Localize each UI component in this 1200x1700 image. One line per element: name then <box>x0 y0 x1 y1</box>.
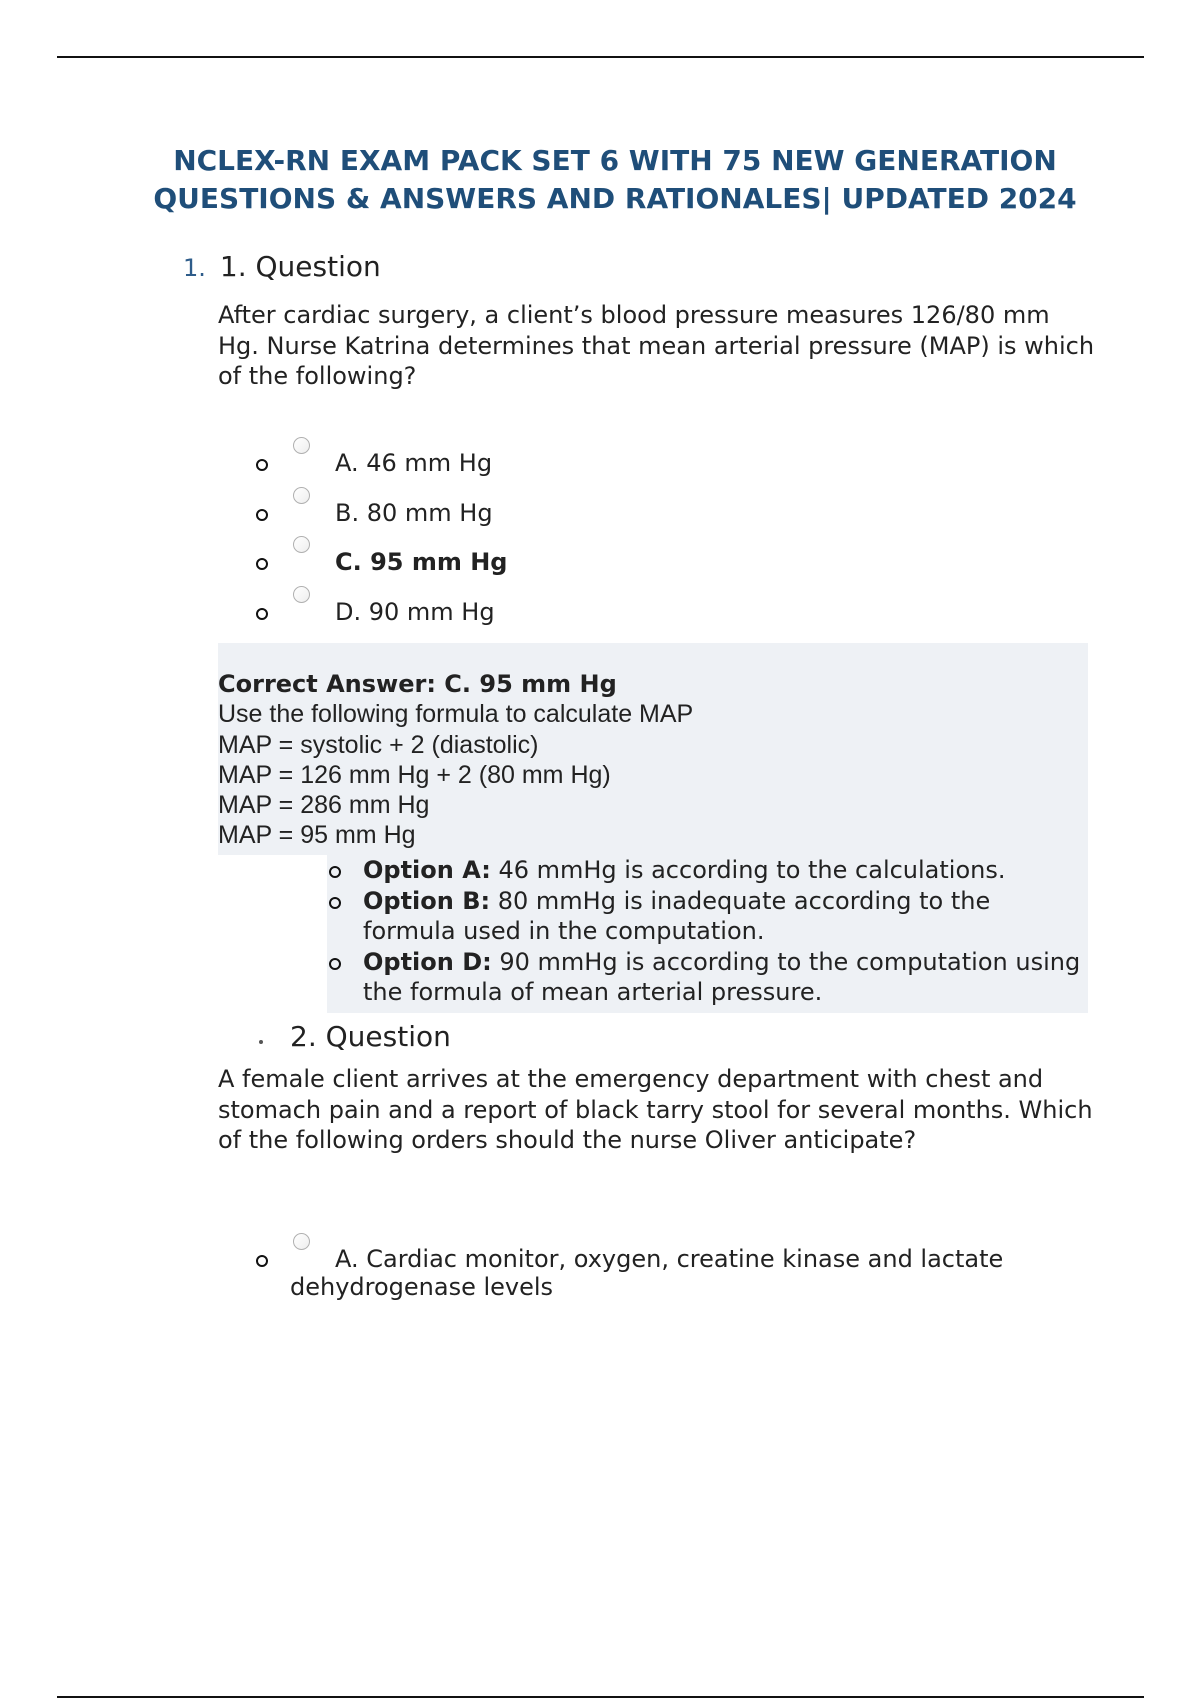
option-a-label: A. 46 mm Hg <box>335 449 493 477</box>
rationale-text: 90 mmHg is according to the computation using the formula of mean arterial pressure. <box>363 947 1081 1006</box>
rationale-text: 80 mmHg is inadequate according to the formula used in the computation. <box>363 886 991 945</box>
rationale-label: Option D: <box>363 947 492 976</box>
question-1-option-c[interactable] <box>252 536 1092 580</box>
formula-line-2: MAP = 126 mm Hg + 2 (80 mm Hg) <box>218 760 611 789</box>
top-rule <box>57 56 1144 58</box>
formula-line-1: MAP = systolic + 2 (diastolic) <box>218 730 539 759</box>
rationale-option-d <box>327 947 1082 1008</box>
question-2-heading: 2. Question <box>290 1020 451 1053</box>
bullet-icon <box>256 459 268 471</box>
bullet-icon <box>329 866 341 878</box>
bullet-icon <box>329 958 341 970</box>
question-1-option-d[interactable] <box>252 586 1092 630</box>
title-line-1: NCLEX-RN EXAM PACK SET 6 WITH 75 NEW GENERATION <box>173 144 1057 177</box>
radio-button-option-b[interactable] <box>293 487 310 504</box>
question-1-list-number: 1. <box>183 254 206 282</box>
formula-line-3: MAP = 286 mm Hg <box>218 791 430 820</box>
document-title <box>120 142 1110 218</box>
rationale-label: Option A: <box>363 856 491 884</box>
formula-intro: Use the following formula to calculate MAP <box>218 700 694 729</box>
bullet-icon <box>329 897 341 909</box>
rationale-option-a <box>327 855 1082 886</box>
bullet-icon <box>256 608 268 620</box>
radio-button-option-c[interactable] <box>293 536 310 553</box>
rationale-label: Option B: <box>363 886 491 915</box>
bullet-icon <box>256 1255 268 1267</box>
question-1-option-a[interactable] <box>252 437 1092 481</box>
option-a-label: A. Cardiac monitor, oxygen, creatine kinase and lactate dehydrogenase levels <box>290 1245 1004 1301</box>
rationale-list <box>327 855 1082 1008</box>
question-2-option-a-label <box>290 1245 1090 1301</box>
question-1-text: After cardiac surgery, a client’s blood pressure measures 126/80 mm Hg. Nurse Katrina determines that mean arterial pressure (MAP) is which of the following? <box>218 301 1095 390</box>
question-1-heading-text: 1. Question <box>219 250 381 283</box>
formula-line-4: MAP = 95 mm Hg <box>218 821 416 850</box>
rationale-option-b <box>327 886 1082 947</box>
bullet-icon <box>256 509 268 521</box>
question-2-text: A female client arrives at the emergency department with chest and stomach pain and a report of black tarry stool for several months. Which of the following orders should the nurse Oliver anticipate? <box>218 1065 1093 1154</box>
radio-button-option-d[interactable] <box>293 586 310 603</box>
correct-answer-heading: Correct Answer: C. 95 mm Hg <box>218 670 617 698</box>
title-line-2: QUESTIONS & ANSWERS AND RATIONALES| UPDATED 2024 <box>153 182 1077 215</box>
list-dot-icon <box>259 1040 263 1044</box>
rationale-text: 46 mmHg is according to the calculations. <box>490 856 1006 884</box>
option-b-label: B. 80 mm Hg <box>335 499 493 527</box>
bullet-icon <box>256 558 268 570</box>
option-c-label: C. 95 mm Hg <box>335 548 508 576</box>
answer-explanation <box>218 669 693 851</box>
question-1-heading <box>183 250 381 285</box>
bottom-rule <box>57 1696 1144 1698</box>
radio-button-option-a[interactable] <box>293 437 310 454</box>
option-d-label: D. 90 mm Hg <box>335 598 495 626</box>
question-1-option-b[interactable] <box>252 487 1092 531</box>
